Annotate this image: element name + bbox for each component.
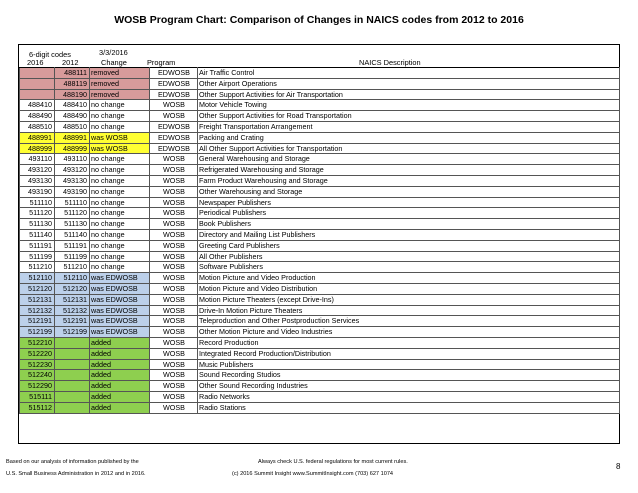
header-col-2016: 2016: [27, 58, 44, 67]
code-2016-cell: 511130: [20, 219, 55, 230]
change-status-cell: no change: [90, 251, 150, 262]
table-row: [20, 305, 620, 316]
change-status-cell: no change: [90, 154, 150, 165]
code-2016-cell: [20, 78, 55, 89]
code-2012-cell: 512110: [55, 273, 90, 284]
code-2012-cell: 512131: [55, 294, 90, 305]
naics-description-cell: All Other Support Activities for Transportation: [198, 143, 620, 154]
code-2012-cell: 488111: [55, 68, 90, 79]
code-2016-cell: 488510: [20, 121, 55, 132]
table-row: [20, 337, 620, 348]
change-status-cell: no change: [90, 186, 150, 197]
program-cell: WOSB: [150, 283, 198, 294]
code-2016-cell: [20, 89, 55, 100]
code-2012-cell: 493110: [55, 154, 90, 165]
table-row: [20, 229, 620, 240]
naics-description-cell: Radio Networks: [198, 391, 620, 402]
program-cell: WOSB: [150, 337, 198, 348]
code-2012-cell: 511140: [55, 229, 90, 240]
change-status-cell: was EDWOSB: [90, 273, 150, 284]
code-2012-cell: 488119: [55, 78, 90, 89]
naics-description-cell: Air Traffic Control: [198, 68, 620, 79]
code-2012-cell: 488510: [55, 121, 90, 132]
program-cell: EDWOSB: [150, 143, 198, 154]
code-2016-cell: 512220: [20, 348, 55, 359]
change-status-cell: no change: [90, 208, 150, 219]
naics-table: [19, 67, 620, 414]
code-2016-cell: 512290: [20, 381, 55, 392]
code-2016-cell: 512120: [20, 283, 55, 294]
table-row: [20, 359, 620, 370]
header-six-digit-codes: 6-digit codes: [29, 50, 71, 59]
naics-description-cell: Packing and Crating: [198, 132, 620, 143]
code-2016-cell: 515111: [20, 391, 55, 402]
code-2012-cell: [55, 348, 90, 359]
code-2012-cell: 493190: [55, 186, 90, 197]
footer-copyright: (c) 2016 Summit Insight www.SummitInsight.com (703) 627 1074: [232, 471, 394, 477]
code-2016-cell: 493120: [20, 165, 55, 176]
change-status-cell: was EDWOSB: [90, 294, 150, 305]
footer-disclaimer: Always check U.S. federal regulations for most current rules.: [258, 459, 408, 465]
code-2016-cell: 511199: [20, 251, 55, 262]
table-row: [20, 100, 620, 111]
naics-description-cell: Other Motion Picture and Video Industries: [198, 327, 620, 338]
change-status-cell: was EDWOSB: [90, 283, 150, 294]
program-cell: WOSB: [150, 359, 198, 370]
table-row: [20, 327, 620, 338]
code-2016-cell: 512131: [20, 294, 55, 305]
program-cell: WOSB: [150, 251, 198, 262]
code-2016-cell: 493130: [20, 175, 55, 186]
code-2012-cell: 512199: [55, 327, 90, 338]
table-row: [20, 240, 620, 251]
code-2016-cell: 512199: [20, 327, 55, 338]
program-cell: WOSB: [150, 154, 198, 165]
change-status-cell: was WOSB: [90, 132, 150, 143]
table-row: [20, 89, 620, 100]
code-2016-cell: 511120: [20, 208, 55, 219]
naics-description-cell: Book Publishers: [198, 219, 620, 230]
code-2016-cell: 511210: [20, 262, 55, 273]
change-status-cell: added: [90, 381, 150, 392]
code-2016-cell: 512230: [20, 359, 55, 370]
program-cell: WOSB: [150, 316, 198, 327]
header-date: 3/3/2016: [99, 48, 128, 57]
program-cell: WOSB: [150, 391, 198, 402]
code-2012-cell: 488410: [55, 100, 90, 111]
code-2016-cell: 488991: [20, 132, 55, 143]
naics-description-cell: Refrigerated Warehousing and Storage: [198, 165, 620, 176]
program-cell: WOSB: [150, 240, 198, 251]
change-status-cell: removed: [90, 68, 150, 79]
code-2016-cell: 512191: [20, 316, 55, 327]
naics-description-cell: Music Publishers: [198, 359, 620, 370]
change-status-cell: added: [90, 402, 150, 413]
naics-description-cell: Newspaper Publishers: [198, 197, 620, 208]
page-number: 8: [616, 462, 621, 471]
program-cell: WOSB: [150, 348, 198, 359]
table-row: [20, 316, 620, 327]
naics-description-cell: Other Support Activities for Air Transportation: [198, 89, 620, 100]
table-row: [20, 165, 620, 176]
footer-source-line2: U.S. Small Business Administration in 2012 and in 2016.: [6, 471, 146, 477]
naics-description-cell: Other Support Activities for Road Transportation: [198, 111, 620, 122]
program-cell: WOSB: [150, 208, 198, 219]
program-cell: WOSB: [150, 229, 198, 240]
header-col-2012: 2012: [62, 58, 79, 67]
code-2012-cell: 488999: [55, 143, 90, 154]
table-row: [20, 273, 620, 284]
code-2012-cell: 511120: [55, 208, 90, 219]
naics-description-cell: Other Warehousing and Storage: [198, 186, 620, 197]
change-status-cell: no change: [90, 175, 150, 186]
program-cell: WOSB: [150, 186, 198, 197]
program-cell: WOSB: [150, 165, 198, 176]
code-2016-cell: 488410: [20, 100, 55, 111]
code-2012-cell: 511191: [55, 240, 90, 251]
change-status-cell: no change: [90, 121, 150, 132]
code-2016-cell: 512210: [20, 337, 55, 348]
code-2012-cell: [55, 402, 90, 413]
change-status-cell: was WOSB: [90, 143, 150, 154]
code-2012-cell: [55, 337, 90, 348]
naics-description-cell: Software Publishers: [198, 262, 620, 273]
code-2012-cell: [55, 359, 90, 370]
naics-description-cell: Freight Transportation Arrangement: [198, 121, 620, 132]
table-row: [20, 121, 620, 132]
code-2016-cell: 488490: [20, 111, 55, 122]
program-cell: WOSB: [150, 327, 198, 338]
table-row: [20, 143, 620, 154]
table-row: [20, 391, 620, 402]
code-2012-cell: 493130: [55, 175, 90, 186]
table-row: [20, 68, 620, 79]
program-cell: EDWOSB: [150, 89, 198, 100]
code-2012-cell: 493120: [55, 165, 90, 176]
change-status-cell: removed: [90, 89, 150, 100]
change-status-cell: no change: [90, 229, 150, 240]
code-2012-cell: 512132: [55, 305, 90, 316]
code-2016-cell: 511191: [20, 240, 55, 251]
table-row: [20, 175, 620, 186]
table-row: [20, 219, 620, 230]
code-2016-cell: 512240: [20, 370, 55, 381]
program-cell: WOSB: [150, 175, 198, 186]
change-status-cell: removed: [90, 78, 150, 89]
code-2016-cell: 493110: [20, 154, 55, 165]
code-2012-cell: [55, 370, 90, 381]
code-2016-cell: 515112: [20, 402, 55, 413]
change-status-cell: no change: [90, 262, 150, 273]
change-status-cell: no change: [90, 240, 150, 251]
table-row: [20, 132, 620, 143]
naics-description-cell: General Warehousing and Storage: [198, 154, 620, 165]
naics-table-sheet: [18, 44, 620, 444]
code-2016-cell: 488999: [20, 143, 55, 154]
naics-description-cell: Radio Stations: [198, 402, 620, 413]
naics-description-cell: Directory and Mailing List Publishers: [198, 229, 620, 240]
header-col-change: Change: [101, 58, 127, 67]
change-status-cell: no change: [90, 165, 150, 176]
program-cell: WOSB: [150, 100, 198, 111]
page-title: WOSB Program Chart: Comparison of Changes in NAICS codes from 2012 to 2016: [114, 14, 524, 26]
table-row: [20, 154, 620, 165]
table-row: [20, 111, 620, 122]
change-status-cell: added: [90, 370, 150, 381]
naics-description-cell: Periodical Publishers: [198, 208, 620, 219]
code-2012-cell: 512120: [55, 283, 90, 294]
change-status-cell: added: [90, 359, 150, 370]
code-2012-cell: [55, 391, 90, 402]
naics-description-cell: Motor Vehicle Towing: [198, 100, 620, 111]
header-col-description: NAICS Description: [359, 58, 421, 67]
change-status-cell: added: [90, 337, 150, 348]
change-status-cell: no change: [90, 111, 150, 122]
program-cell: EDWOSB: [150, 132, 198, 143]
naics-description-cell: Motion Picture Theaters (except Drive-Ins): [198, 294, 620, 305]
code-2012-cell: 488991: [55, 132, 90, 143]
naics-description-cell: Greeting Card Publishers: [198, 240, 620, 251]
change-status-cell: added: [90, 391, 150, 402]
program-cell: EDWOSB: [150, 78, 198, 89]
program-cell: EDWOSB: [150, 121, 198, 132]
naics-description-cell: Other Airport Operations: [198, 78, 620, 89]
code-2012-cell: 511199: [55, 251, 90, 262]
code-2012-cell: [55, 381, 90, 392]
table-row: [20, 251, 620, 262]
code-2012-cell: 511110: [55, 197, 90, 208]
change-status-cell: was EDWOSB: [90, 316, 150, 327]
program-cell: WOSB: [150, 262, 198, 273]
naics-description-cell: Motion Picture and Video Distribution: [198, 283, 620, 294]
code-2016-cell: 511110: [20, 197, 55, 208]
code-2012-cell: 511130: [55, 219, 90, 230]
naics-description-cell: All Other Publishers: [198, 251, 620, 262]
naics-description-cell: Record Production: [198, 337, 620, 348]
change-status-cell: was EDWOSB: [90, 305, 150, 316]
table-row: [20, 186, 620, 197]
program-cell: WOSB: [150, 197, 198, 208]
program-cell: EDWOSB: [150, 68, 198, 79]
table-row: [20, 381, 620, 392]
program-cell: WOSB: [150, 305, 198, 316]
naics-description-cell: Sound Recording Studios: [198, 370, 620, 381]
naics-description-cell: Drive-In Motion Picture Theaters: [198, 305, 620, 316]
naics-description-cell: Other Sound Recording Industries: [198, 381, 620, 392]
code-2012-cell: 512191: [55, 316, 90, 327]
program-cell: WOSB: [150, 111, 198, 122]
program-cell: WOSB: [150, 273, 198, 284]
footer-source-line1: Based on our analysis of information published by the: [6, 459, 139, 465]
naics-description-cell: Teleproduction and Other Postproduction Services: [198, 316, 620, 327]
code-2016-cell: 511140: [20, 229, 55, 240]
code-2016-cell: 512110: [20, 273, 55, 284]
table-row: [20, 370, 620, 381]
naics-description-cell: Motion Picture and Video Production: [198, 273, 620, 284]
table-row: [20, 283, 620, 294]
program-cell: WOSB: [150, 402, 198, 413]
naics-description-cell: Integrated Record Production/Distribution: [198, 348, 620, 359]
naics-table-body: [20, 68, 620, 414]
code-2016-cell: 512132: [20, 305, 55, 316]
program-cell: WOSB: [150, 294, 198, 305]
naics-description-cell: Farm Product Warehousing and Storage: [198, 175, 620, 186]
change-status-cell: no change: [90, 197, 150, 208]
change-status-cell: no change: [90, 219, 150, 230]
program-cell: WOSB: [150, 219, 198, 230]
code-2012-cell: 488190: [55, 89, 90, 100]
code-2012-cell: 488490: [55, 111, 90, 122]
change-status-cell: was EDWOSB: [90, 327, 150, 338]
program-cell: WOSB: [150, 381, 198, 392]
code-2012-cell: 511210: [55, 262, 90, 273]
table-row: [20, 402, 620, 413]
table-row: [20, 294, 620, 305]
program-cell: WOSB: [150, 370, 198, 381]
table-row: [20, 262, 620, 273]
code-2016-cell: [20, 68, 55, 79]
table-row: [20, 348, 620, 359]
table-row: [20, 78, 620, 89]
change-status-cell: added: [90, 348, 150, 359]
code-2016-cell: 493190: [20, 186, 55, 197]
change-status-cell: no change: [90, 100, 150, 111]
table-row: [20, 208, 620, 219]
table-row: [20, 197, 620, 208]
header-col-program: Program: [147, 58, 176, 67]
